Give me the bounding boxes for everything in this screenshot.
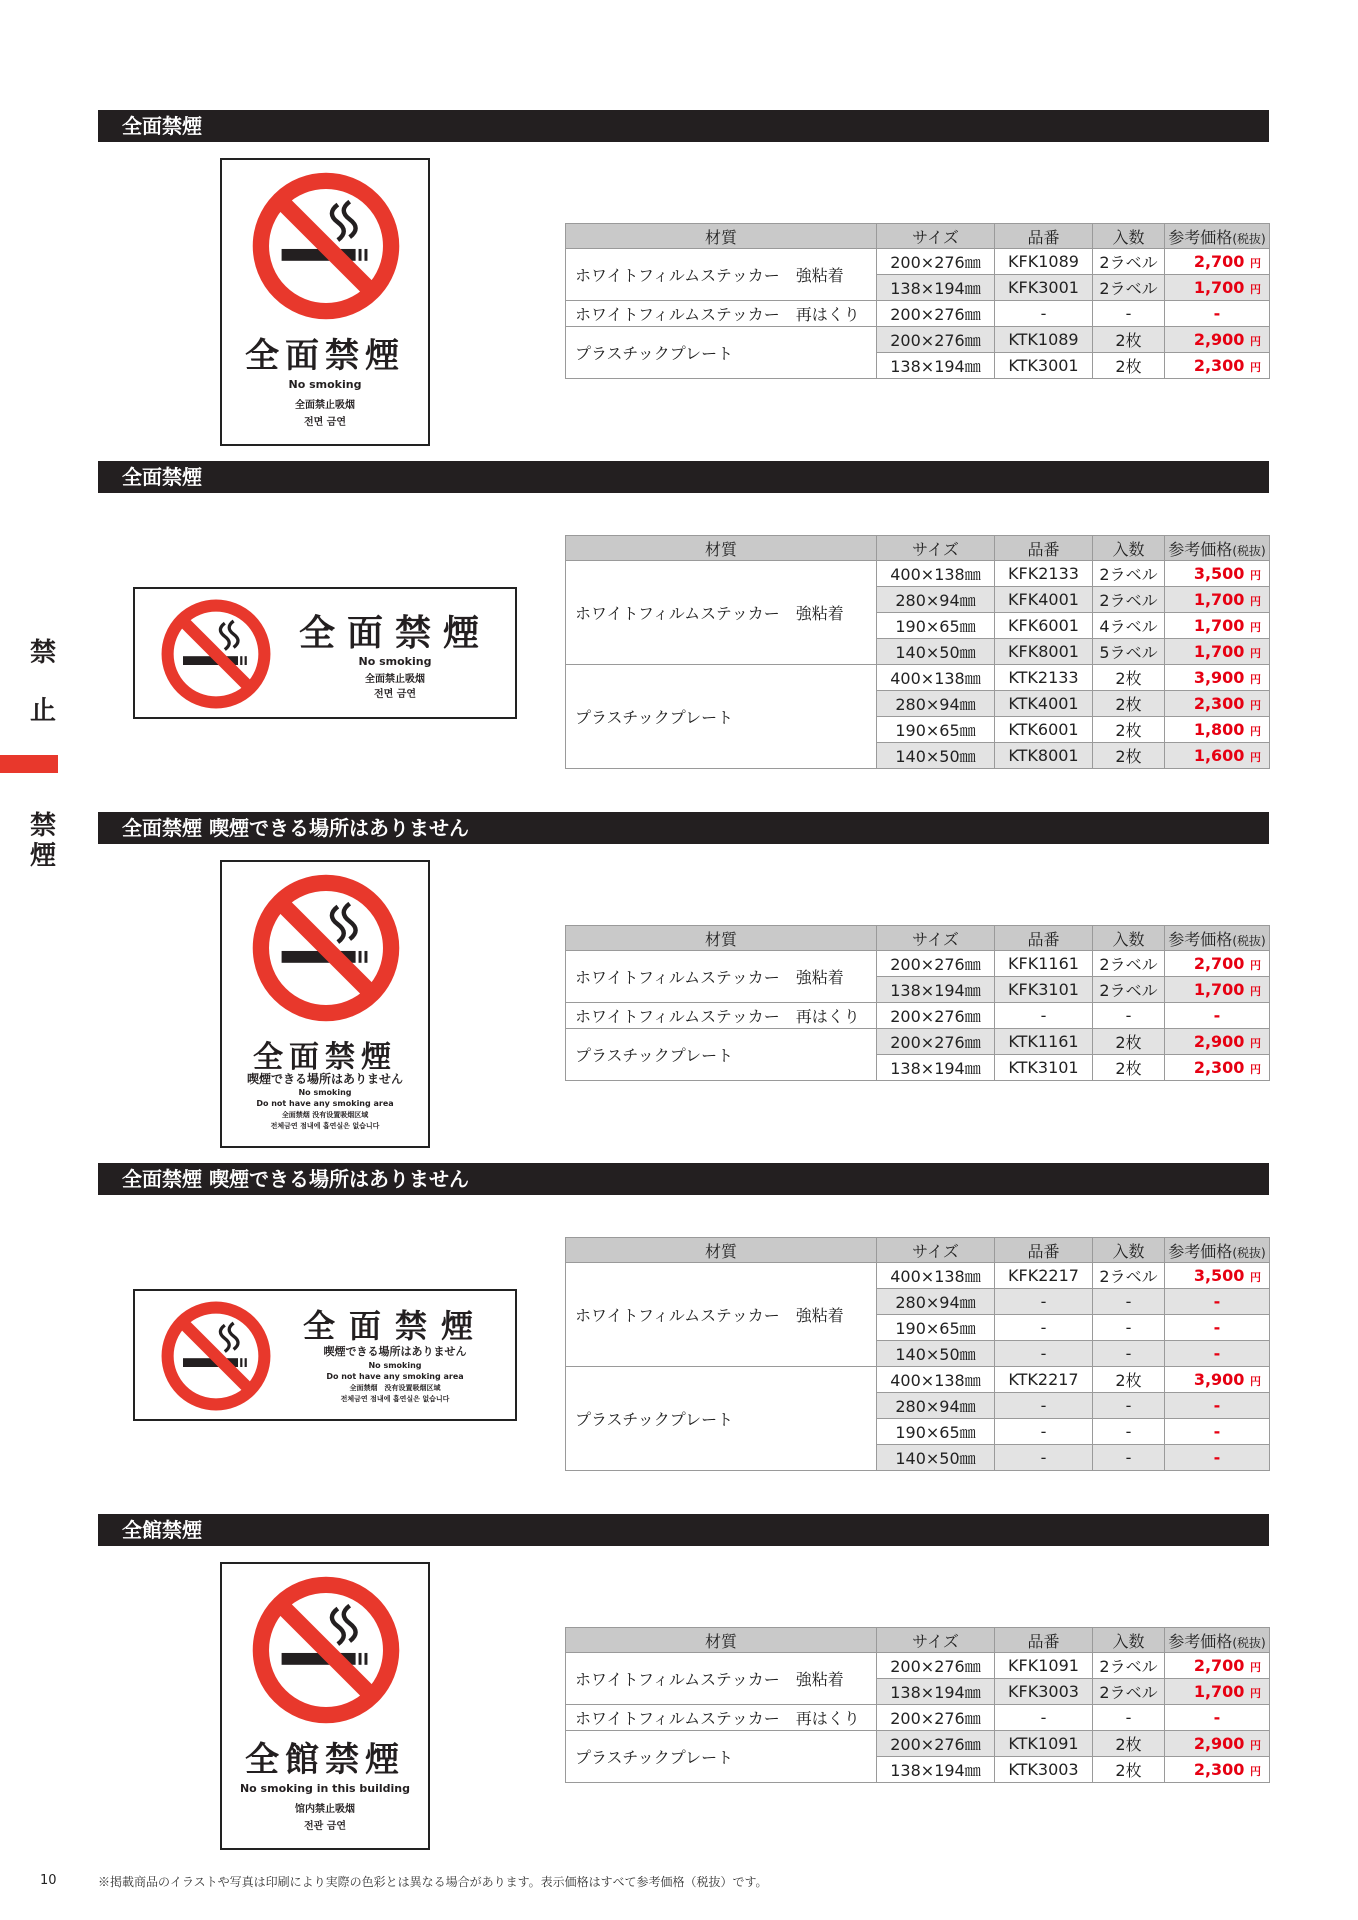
cell-qty: 2枚 <box>1093 1731 1165 1757</box>
cell-code: - <box>995 1003 1093 1029</box>
yen-label: 円 <box>1250 1375 1261 1388</box>
price-value: 1,700 <box>1193 1682 1245 1701</box>
table-row <box>566 1263 1270 1289</box>
yen-label: 円 <box>1250 1661 1261 1674</box>
no-smoking-icon <box>252 172 400 320</box>
cell-price <box>1165 587 1270 613</box>
header-tax-label: (税抜) <box>1232 231 1266 246</box>
table-header-row <box>566 1628 1270 1653</box>
price-value: 2,300 <box>1193 356 1245 375</box>
cell-size: 200×276㎜ <box>877 249 995 275</box>
no-smoking-icon <box>161 1301 271 1411</box>
yen-label: 円 <box>1250 725 1261 738</box>
cell-code: KTK3101 <box>995 1055 1093 1081</box>
cell-material: ホワイトフィルムステッカー 再はくり <box>566 301 877 327</box>
cell-code: KFK4001 <box>995 587 1093 613</box>
cell-code: KFK3001 <box>995 275 1093 301</box>
price-value: 2,300 <box>1193 694 1245 713</box>
cell-price <box>1165 1029 1270 1055</box>
cell-size: 138×194㎜ <box>877 353 995 379</box>
cell-price: - <box>1165 301 1270 327</box>
cell-size: 200×276㎜ <box>877 1003 995 1029</box>
section-header <box>98 461 1269 493</box>
yen-label: 円 <box>1250 1739 1261 1752</box>
cell-price: - <box>1165 1289 1270 1315</box>
sign-image <box>220 860 430 1148</box>
table-row <box>566 1003 1270 1029</box>
cell-qty: 2枚 <box>1093 327 1165 353</box>
cell-code: - <box>995 1341 1093 1367</box>
footer-note: ※掲載商品のイラストや写真は印刷により実際の色彩とは異なる場合があります。表示価格はすべて参考価格（税抜）です。 <box>98 1875 768 1889</box>
cell-qty: 5ラベル <box>1093 639 1165 665</box>
price-value: 2,300 <box>1193 1760 1245 1779</box>
cell-price <box>1165 561 1270 587</box>
price-value: 2,700 <box>1193 954 1245 973</box>
section-title: 全館禁煙 <box>122 1518 202 1542</box>
cell-material: ホワイトフィルムステッカー 再はくり <box>566 1003 877 1029</box>
cell-size: 138×194㎜ <box>877 1679 995 1705</box>
cell-material: プラスチックプレート <box>566 1029 877 1081</box>
sign-image <box>133 1289 517 1421</box>
cell-size: 138×194㎜ <box>877 1757 995 1783</box>
cell-size: 200×276㎜ <box>877 301 995 327</box>
header-price-label: 参考価格 <box>1168 1241 1233 1261</box>
sign-line: Do not have any smoking area <box>326 1372 464 1381</box>
yen-label: 円 <box>1250 283 1261 296</box>
yen-label: 円 <box>1250 751 1261 764</box>
cell-size: 200×276㎜ <box>877 1653 995 1679</box>
price-value: 2,700 <box>1193 1656 1245 1675</box>
cell-size: 140×50㎜ <box>877 1445 995 1471</box>
cell-price <box>1165 691 1270 717</box>
sign-line: 전체금연 점내에 흡연실은 없습니다 <box>340 1395 450 1403</box>
cell-size: 190×65㎜ <box>877 613 995 639</box>
cell-code: KTK3001 <box>995 353 1093 379</box>
sign-line: No smoking <box>298 1088 352 1097</box>
side-tab-kin2: 禁 <box>30 811 57 841</box>
sign-subtitle: 喫煙できる場所はありません <box>246 1072 403 1086</box>
table-row <box>566 1731 1270 1757</box>
cell-size: 138×194㎜ <box>877 1055 995 1081</box>
table-header-row <box>566 1238 1270 1263</box>
header-code: 品番 <box>995 1628 1093 1653</box>
price-value: 3,900 <box>1193 1370 1245 1389</box>
header-price-label: 参考価格 <box>1168 1631 1233 1651</box>
cell-material: ホワイトフィルムステッカー 強粘着 <box>566 1653 877 1705</box>
cell-qty: - <box>1093 1419 1165 1445</box>
cell-price: - <box>1165 1705 1270 1731</box>
header-code: 品番 <box>995 536 1093 561</box>
cell-qty: 2ラベル <box>1093 275 1165 301</box>
header-size: サイズ <box>877 536 995 561</box>
cell-qty: - <box>1093 1289 1165 1315</box>
cell-size: 138×194㎜ <box>877 275 995 301</box>
header-tax-label: (税抜) <box>1232 1635 1266 1650</box>
cell-qty: 2枚 <box>1093 691 1165 717</box>
sign-line: No smoking in this building <box>239 1782 411 1795</box>
cell-material: プラスチックプレート <box>566 1731 877 1783</box>
yen-label: 円 <box>1250 1765 1261 1778</box>
cell-code: KTK3003 <box>995 1757 1093 1783</box>
cell-qty: - <box>1093 1393 1165 1419</box>
cell-size: 280×94㎜ <box>877 691 995 717</box>
cell-material: プラスチックプレート <box>566 327 877 379</box>
cell-price <box>1165 639 1270 665</box>
header-material: 材質 <box>566 1628 877 1653</box>
cell-qty: 2枚 <box>1093 353 1165 379</box>
cell-size: 400×138㎜ <box>877 1367 995 1393</box>
cell-qty: - <box>1093 1003 1165 1029</box>
sign-line: 全面禁烟 没有设置吸烟区域 <box>281 1111 369 1119</box>
yen-label: 円 <box>1250 959 1261 972</box>
header-price-label: 参考価格 <box>1168 227 1233 247</box>
sign-title: 全面禁煙 <box>302 1307 487 1345</box>
price-value: 1,700 <box>1193 642 1245 661</box>
yen-label: 円 <box>1250 595 1261 608</box>
cell-code: - <box>995 301 1093 327</box>
sign-line: 全面禁烟 没有设置吸烟区域 <box>349 1384 441 1392</box>
yen-label: 円 <box>1250 1271 1261 1284</box>
header-code: 品番 <box>995 1238 1093 1263</box>
table-row <box>566 665 1270 691</box>
cell-price <box>1165 717 1270 743</box>
sign-title: 全面禁煙 <box>298 613 491 654</box>
sign-title: 全面禁煙 <box>245 336 405 376</box>
header-code: 品番 <box>995 926 1093 951</box>
header-size: サイズ <box>877 224 995 249</box>
cell-size: 400×138㎜ <box>877 561 995 587</box>
cell-code: KTK1089 <box>995 327 1093 353</box>
cell-size: 140×50㎜ <box>877 743 995 769</box>
section-title: 全面禁煙 <box>122 114 202 138</box>
cell-code: KTK1091 <box>995 1731 1093 1757</box>
table-row <box>566 327 1270 353</box>
cell-code: KFK2217 <box>995 1263 1093 1289</box>
cell-qty: 2枚 <box>1093 1757 1165 1783</box>
cell-material: ホワイトフィルムステッカー 強粘着 <box>566 249 877 301</box>
cell-qty: 2ラベル <box>1093 587 1165 613</box>
cell-price <box>1165 613 1270 639</box>
cell-price: - <box>1165 1419 1270 1445</box>
cell-qty: 4ラベル <box>1093 613 1165 639</box>
price-value: 1,600 <box>1193 746 1245 765</box>
sign-image <box>133 587 517 719</box>
price-value: 2,900 <box>1193 330 1245 349</box>
no-smoking-icon <box>252 874 400 1022</box>
price-value: 3,900 <box>1193 668 1245 687</box>
cell-size: 280×94㎜ <box>877 1289 995 1315</box>
price-value: 2,300 <box>1193 1058 1245 1077</box>
header-qty: 入数 <box>1093 1238 1165 1263</box>
price-value: 3,500 <box>1193 564 1245 583</box>
cell-price <box>1165 249 1270 275</box>
sign-line: 전관 금연 <box>303 1821 347 1832</box>
header-price <box>1165 224 1270 249</box>
cell-price <box>1165 1263 1270 1289</box>
price-value: 2,900 <box>1193 1032 1245 1051</box>
header-qty: 入数 <box>1093 536 1165 561</box>
header-price-label: 参考価格 <box>1168 929 1233 949</box>
sign-line: 전체금연 점내에 흡연실은 없습니다 <box>270 1122 380 1130</box>
cell-size: 140×50㎜ <box>877 1341 995 1367</box>
cell-size: 200×276㎜ <box>877 327 995 353</box>
yen-label: 円 <box>1250 985 1261 998</box>
sign-line: 전면 금연 <box>373 689 417 700</box>
cell-price: - <box>1165 1445 1270 1471</box>
section-header <box>98 1163 1269 1195</box>
table-row <box>566 249 1270 275</box>
header-material: 材質 <box>566 536 877 561</box>
no-smoking-icon <box>252 1576 400 1724</box>
cell-code: KTK2133 <box>995 665 1093 691</box>
header-material: 材質 <box>566 1238 877 1263</box>
sign-line: 전면 금연 <box>303 417 347 428</box>
price-value: 1,800 <box>1193 720 1245 739</box>
cell-price: - <box>1165 1341 1270 1367</box>
cell-code: - <box>995 1419 1093 1445</box>
spec-table <box>565 925 1270 1081</box>
cell-price <box>1165 1679 1270 1705</box>
cell-material: ホワイトフィルムステッカー 強粘着 <box>566 951 877 1003</box>
header-size: サイズ <box>877 1238 995 1263</box>
sign-title: 全面禁煙 <box>253 1040 397 1075</box>
header-size: サイズ <box>877 1628 995 1653</box>
section-title: 全面禁煙 <box>122 465 202 489</box>
cell-size: 200×276㎜ <box>877 951 995 977</box>
table-row <box>566 301 1270 327</box>
cell-code: - <box>995 1705 1093 1731</box>
header-code: 品番 <box>995 224 1093 249</box>
cell-price <box>1165 977 1270 1003</box>
yen-label: 円 <box>1250 673 1261 686</box>
sign-line: 全面禁止吸烟 <box>365 674 425 685</box>
cell-qty: - <box>1093 1341 1165 1367</box>
cell-size: 190×65㎜ <box>877 1315 995 1341</box>
header-qty: 入数 <box>1093 926 1165 951</box>
sign-line: Do not have any smoking area <box>256 1099 394 1108</box>
cell-size: 190×65㎜ <box>877 717 995 743</box>
sign-line: 馆内禁止吸烟 <box>295 1804 355 1815</box>
cell-code: - <box>995 1393 1093 1419</box>
cell-size: 200×276㎜ <box>877 1731 995 1757</box>
cell-price <box>1165 743 1270 769</box>
cell-material: プラスチックプレート <box>566 1367 877 1471</box>
cell-price <box>1165 1055 1270 1081</box>
sign-line: 全面禁止吸烟 <box>295 400 355 411</box>
no-smoking-icon <box>161 599 271 709</box>
cell-code: - <box>995 1445 1093 1471</box>
cell-price <box>1165 665 1270 691</box>
section-title: 全面禁煙 喫煙できる場所はありません <box>122 816 469 840</box>
table-row <box>566 561 1270 587</box>
sign-line: No smoking <box>288 378 362 391</box>
cell-code: KFK8001 <box>995 639 1093 665</box>
header-qty: 入数 <box>1093 1628 1165 1653</box>
cell-price <box>1165 327 1270 353</box>
cell-price <box>1165 951 1270 977</box>
cell-code: KTK6001 <box>995 717 1093 743</box>
header-price <box>1165 926 1270 951</box>
header-qty: 入数 <box>1093 224 1165 249</box>
cell-qty: 2ラベル <box>1093 977 1165 1003</box>
yen-label: 円 <box>1250 257 1261 270</box>
spec-table <box>565 535 1270 769</box>
yen-label: 円 <box>1250 647 1261 660</box>
cell-material: ホワイトフィルムステッカー 再はくり <box>566 1705 877 1731</box>
price-value: 1,700 <box>1193 278 1245 297</box>
price-value: 1,700 <box>1193 616 1245 635</box>
side-tab-en: 煙 <box>30 841 57 871</box>
spec-table <box>565 223 1270 379</box>
cell-qty: 2ラベル <box>1093 1263 1165 1289</box>
cell-size: 280×94㎜ <box>877 587 995 613</box>
yen-label: 円 <box>1250 361 1261 374</box>
table-row <box>566 1653 1270 1679</box>
side-tab-marker <box>0 755 58 773</box>
cell-size: 140×50㎜ <box>877 639 995 665</box>
yen-label: 円 <box>1250 1687 1261 1700</box>
sign-title: 全館禁煙 <box>245 1740 405 1780</box>
price-value: 2,900 <box>1193 1734 1245 1753</box>
sign-subtitle: 喫煙できる場所はありません <box>323 1345 467 1358</box>
cell-size: 190×65㎜ <box>877 1419 995 1445</box>
yen-label: 円 <box>1250 569 1261 582</box>
sign-line: No smoking <box>358 655 432 668</box>
section-header <box>98 1514 1269 1546</box>
cell-qty: 2枚 <box>1093 1029 1165 1055</box>
cell-code: KTK2217 <box>995 1367 1093 1393</box>
cell-code: - <box>995 1289 1093 1315</box>
cell-qty: 2枚 <box>1093 717 1165 743</box>
header-tax-label: (税抜) <box>1232 543 1266 558</box>
cell-code: KFK3101 <box>995 977 1093 1003</box>
cell-material: ホワイトフィルムステッカー 強粘着 <box>566 561 877 665</box>
side-tab-kin: 禁 <box>30 638 57 668</box>
header-price <box>1165 536 1270 561</box>
cell-code: - <box>995 1315 1093 1341</box>
cell-price <box>1165 1367 1270 1393</box>
cell-size: 200×276㎜ <box>877 1705 995 1731</box>
cell-material: プラスチックプレート <box>566 665 877 769</box>
header-tax-label: (税抜) <box>1232 1245 1266 1260</box>
table-row <box>566 951 1270 977</box>
table-row <box>566 1029 1270 1055</box>
cell-price <box>1165 275 1270 301</box>
cell-qty: 2枚 <box>1093 1367 1165 1393</box>
page-number: 10 <box>40 1873 57 1888</box>
yen-label: 円 <box>1250 699 1261 712</box>
yen-label: 円 <box>1250 621 1261 634</box>
yen-label: 円 <box>1250 335 1261 348</box>
spec-table <box>565 1627 1270 1783</box>
spec-table <box>565 1237 1270 1471</box>
header-tax-label: (税抜) <box>1232 933 1266 948</box>
cell-size: 138×194㎜ <box>877 977 995 1003</box>
price-value: 1,700 <box>1193 590 1245 609</box>
cell-code: KFK3003 <box>995 1679 1093 1705</box>
cell-size: 400×138㎜ <box>877 665 995 691</box>
cell-size: 200×276㎜ <box>877 1029 995 1055</box>
cell-material: ホワイトフィルムステッカー 強粘着 <box>566 1263 877 1367</box>
cell-price <box>1165 1731 1270 1757</box>
header-price <box>1165 1238 1270 1263</box>
cell-price <box>1165 353 1270 379</box>
header-price-label: 参考価格 <box>1168 539 1233 559</box>
cell-qty: 2枚 <box>1093 1055 1165 1081</box>
table-header-row <box>566 224 1270 249</box>
cell-code: KTK4001 <box>995 691 1093 717</box>
section-header <box>98 812 1269 844</box>
section-header <box>98 110 1269 142</box>
cell-qty: 2ラベル <box>1093 951 1165 977</box>
cell-qty: - <box>1093 1705 1165 1731</box>
cell-size: 280×94㎜ <box>877 1393 995 1419</box>
cell-qty: 2枚 <box>1093 665 1165 691</box>
cell-price: - <box>1165 1315 1270 1341</box>
header-price <box>1165 1628 1270 1653</box>
price-value: 1,700 <box>1193 980 1245 999</box>
cell-code: KFK1089 <box>995 249 1093 275</box>
table-row <box>566 1705 1270 1731</box>
cell-price: - <box>1165 1393 1270 1419</box>
cell-price <box>1165 1653 1270 1679</box>
yen-label: 円 <box>1250 1037 1261 1050</box>
cell-qty: 2枚 <box>1093 743 1165 769</box>
cell-qty: 2ラベル <box>1093 249 1165 275</box>
price-value: 2,700 <box>1193 252 1245 271</box>
sign-image <box>220 1562 430 1850</box>
cell-code: KFK2133 <box>995 561 1093 587</box>
cell-code: KFK1161 <box>995 951 1093 977</box>
sign-line: No smoking <box>368 1361 422 1370</box>
sign-image <box>220 158 430 446</box>
cell-code: KFK1091 <box>995 1653 1093 1679</box>
cell-code: KTK1161 <box>995 1029 1093 1055</box>
table-header-row <box>566 926 1270 951</box>
cell-qty: - <box>1093 1445 1165 1471</box>
cell-qty: 2ラベル <box>1093 1653 1165 1679</box>
cell-size: 400×138㎜ <box>877 1263 995 1289</box>
header-material: 材質 <box>566 926 877 951</box>
cell-qty: - <box>1093 1315 1165 1341</box>
cell-price: - <box>1165 1003 1270 1029</box>
cell-price <box>1165 1757 1270 1783</box>
cell-qty: 2ラベル <box>1093 1679 1165 1705</box>
cell-code: KTK8001 <box>995 743 1093 769</box>
cell-qty: - <box>1093 301 1165 327</box>
header-material: 材質 <box>566 224 877 249</box>
header-size: サイズ <box>877 926 995 951</box>
price-value: 3,500 <box>1193 1266 1245 1285</box>
table-header-row <box>566 536 1270 561</box>
yen-label: 円 <box>1250 1063 1261 1076</box>
cell-code: KFK6001 <box>995 613 1093 639</box>
table-row <box>566 1367 1270 1393</box>
section-title: 全面禁煙 喫煙できる場所はありません <box>122 1167 469 1191</box>
side-tab-shi: 止 <box>30 696 57 726</box>
cell-qty: 2ラベル <box>1093 561 1165 587</box>
